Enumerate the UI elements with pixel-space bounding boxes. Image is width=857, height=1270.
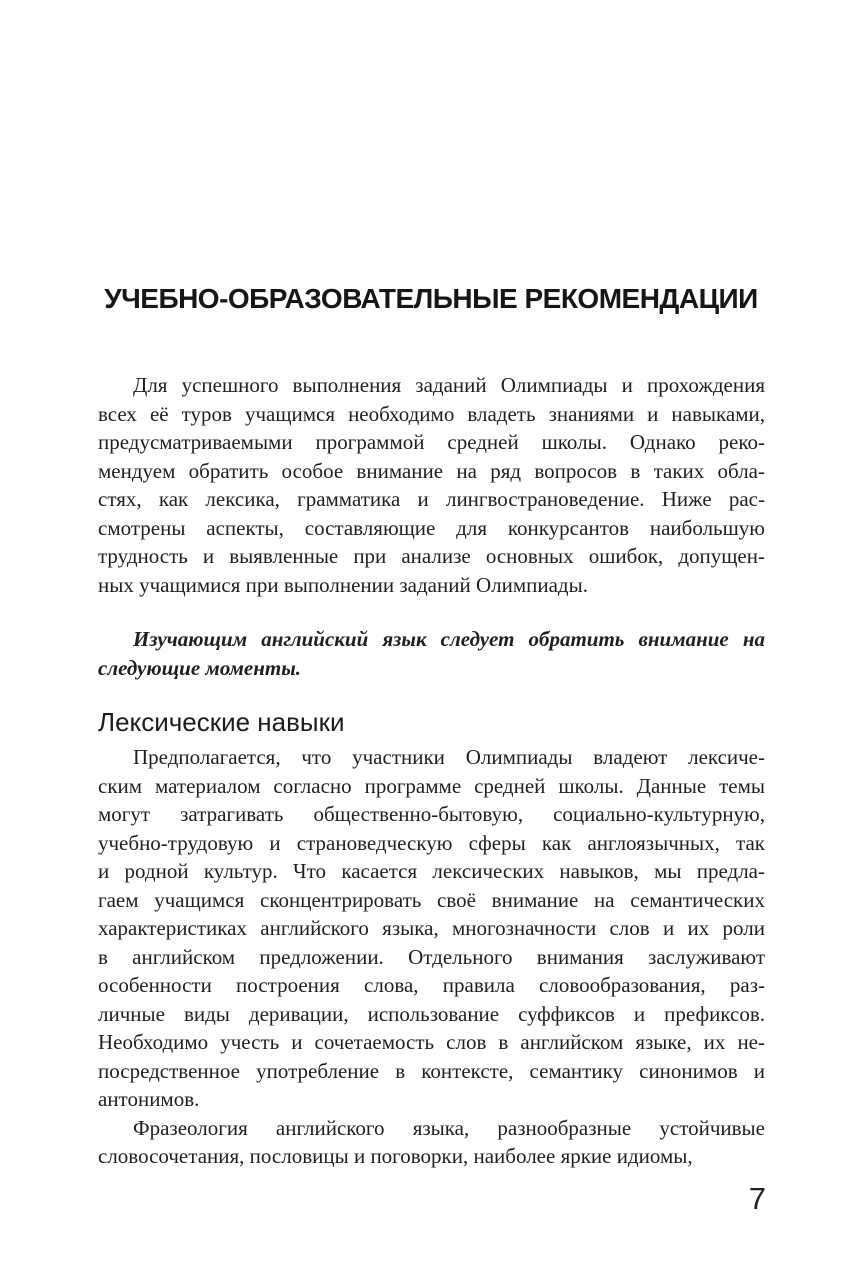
text-line: гаем учащимся сконцентрировать своё внимание на семантических [98,887,765,912]
paragraph [98,743,765,1114]
page-number: 7 [748,1181,766,1216]
text-line: ским материалом согласно программе средней школы. Данные темы [98,773,765,798]
text-column [98,371,765,1171]
text-line: и родной культур. Что касается лексических навыков, мы предла- [98,859,765,883]
text-line: Фразеология английского языка, разнообразные устойчивые [133,1115,765,1140]
text-line: антонимов. [98,1087,200,1111]
text-line: ных учащимися при выполнении заданий Олимпиады. [98,572,588,597]
text-line: особенности построения слова, правила словообразования, раз- [98,973,765,997]
text-line: посредственное употребление в контексте, семантику синонимов и [98,1058,765,1083]
text-line: характеристиках английского языка, многозначности слов и их роли [98,916,765,940]
text-line: Изучающим английский язык следует обратить внимание на [133,627,765,651]
text-line: в английском предложении. Отдельного внимания заслуживают [98,944,765,969]
emphasis-paragraph [98,625,765,682]
text-line: Для успешного выполнения заданий Олимпиады и прохождения [133,373,765,397]
text-line: смотрены аспекты, составляющие для конкурсантов наибольшую [98,515,765,540]
text-line: предусматриваемыми программой средней школы. Однако реко- [98,430,765,454]
text-line: могут затрагивать общественно-бытовую, социально-культурную, [98,802,765,826]
text-line: стях, как лексика, грамматика и лингвострановедение. Ниже рас- [98,487,765,511]
text-line: личные виды деривации, использование суффиксов и префиксов. [98,1001,765,1026]
text-line: Необходимо учесть и сочетаемость слов в английском языке, их не- [98,1030,765,1054]
text-line: словосочетания, пословицы и поговорки, наиболее яркие идиомы, [98,1144,693,1168]
paragraph [98,371,765,599]
text-line: мендуем обратить особое внимание на ряд вопросов в таких обла- [98,458,765,483]
page-title: УЧЕБНО-ОБРАЗОВАТЕЛЬНЫЕ РЕКОМЕНДАЦИИ [104,283,758,314]
text-line: следующие моменты. [98,655,302,680]
text-line: трудность и выявленные при анализе основных ошибок, допущен- [98,544,765,568]
section-subheading: Лексические навыки [98,707,345,737]
paragraph [98,1114,765,1171]
text-line: учебно-трудовую и страноведческую сферы как англоязычных, так [98,830,765,855]
text-line: всех её туров учащимся необходимо владеть знаниями и навыками, [98,401,765,426]
text-line: Предполагается, что участники Олимпиады владеют лексиче- [133,745,765,769]
